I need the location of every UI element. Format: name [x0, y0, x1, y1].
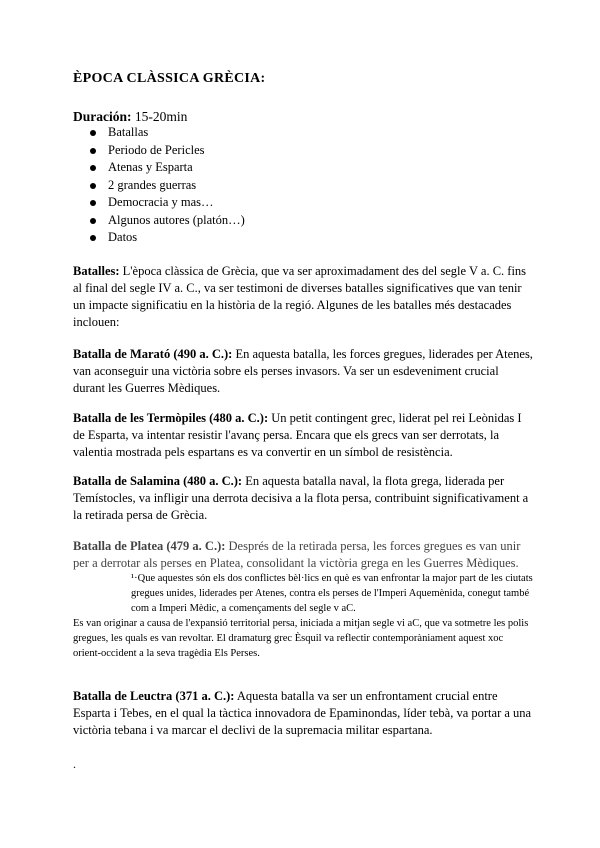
battle-platea-label: Batalla de Platea (479 a. C.):	[73, 539, 226, 553]
battle-marato	[73, 346, 533, 397]
duration-label: Duración:	[73, 109, 132, 124]
battle-salamina-label: Batalla de Salamina (480 a. C.):	[73, 474, 243, 488]
battle-leuctra-label: Batalla de Leuctra (371 a. C.):	[73, 689, 235, 703]
list-item: 2 grandes guerras	[88, 177, 245, 195]
list-item: Batallas	[88, 124, 245, 142]
list-item: Algunos autores (platón…)	[88, 212, 245, 230]
footnote-line-1: ¹·Que aquestes són els dos conflictes bèl·lics en què es van enfrontar la major part de les ciutats gregues unides, liderades per Atenes, contra els perses de l'Imperi Aquemènida, conegut també com a Imperi Mèdic, a començaments del segle v aC.	[131, 573, 533, 614]
trailing-dot: .	[73, 757, 76, 771]
intro-text: L'època clàssica de Grècia, que va ser aproximadament des del segle V a. C. fins al final del segle IV a. C., va ser testimoni de diverses batalles significatives que van tenir un impacte significatiu en la història de la regió. Algunes de les batalles més destacades inclouen:	[73, 264, 527, 329]
battle-termopiles-label: Batalla de les Termòpiles (480 a. C.):	[73, 411, 269, 425]
duration-line	[73, 109, 187, 125]
battle-salamina	[73, 473, 533, 524]
battle-marato-label: Batalla de Marató (490 a. C.):	[73, 347, 233, 361]
battle-leuctra-text: Aquesta batalla va ser un enfrontament crucial entre Esparta i Tebes, en el qual la tàctica innovadora de Epaminondas, líder tebà, va portar a una victòria tebana i va marcar el declivi de la supremacia militar espartana.	[73, 689, 532, 737]
footnote	[73, 571, 533, 661]
battle-termopiles	[73, 410, 533, 461]
battle-leuctra	[73, 688, 533, 739]
footnote-line-2: Es van originar a causa de l'expansió territorial persa, iniciada a mitjan segle vi aC, que va sotmetre les polis gregues, les quals es van revoltar. El dramaturg grec Èsquil va reflectir contemporàniament aquest xoc orient-occident a la seva tragèdia Els Perses.	[73, 618, 529, 659]
intro-paragraph	[73, 263, 533, 331]
intro-label: Batalles:	[73, 264, 120, 278]
list-item: Atenas y Esparta	[88, 159, 245, 177]
page-title: ÈPOCA CLÀSSICA GRÈCIA:	[73, 71, 266, 86]
topics-list	[88, 124, 245, 247]
list-item: Periodo de Pericles	[88, 142, 245, 160]
battle-termopiles-text: Un petit contingent grec, liderat pel rei Leònidas I de Esparta, va intentar resistir l'avanç persa. Encara que els grecs van ser derrotats, la valentia mostrada pels espartans es va convertir en un símbol de resistència.	[73, 411, 522, 459]
duration-value: 15-20min	[131, 109, 188, 124]
battle-marato-text: En aquesta batalla, les forces gregues, liderades per Atenes, van aconseguir una victòria sobre els perses invasors. Va ser un esdeveniment crucial durant les Guerres Mèdiques.	[73, 347, 533, 395]
battle-platea-text: Després de la retirada persa, les forces gregues es van unir per a derrotar als perses en Platea, consolidant la victòria grega en les Guerres Mèdiques.	[73, 539, 521, 570]
list-item: Democracia y mas…	[88, 194, 245, 212]
battle-salamina-text: En aquesta batalla naval, la flota grega, liderada per Temístocles, va infligir una derrota decisiva a la flota persa, contribuint significativament a la retirada persa de Grècia.	[73, 474, 529, 522]
list-item: Datos	[88, 229, 245, 247]
battle-platea	[73, 538, 533, 572]
